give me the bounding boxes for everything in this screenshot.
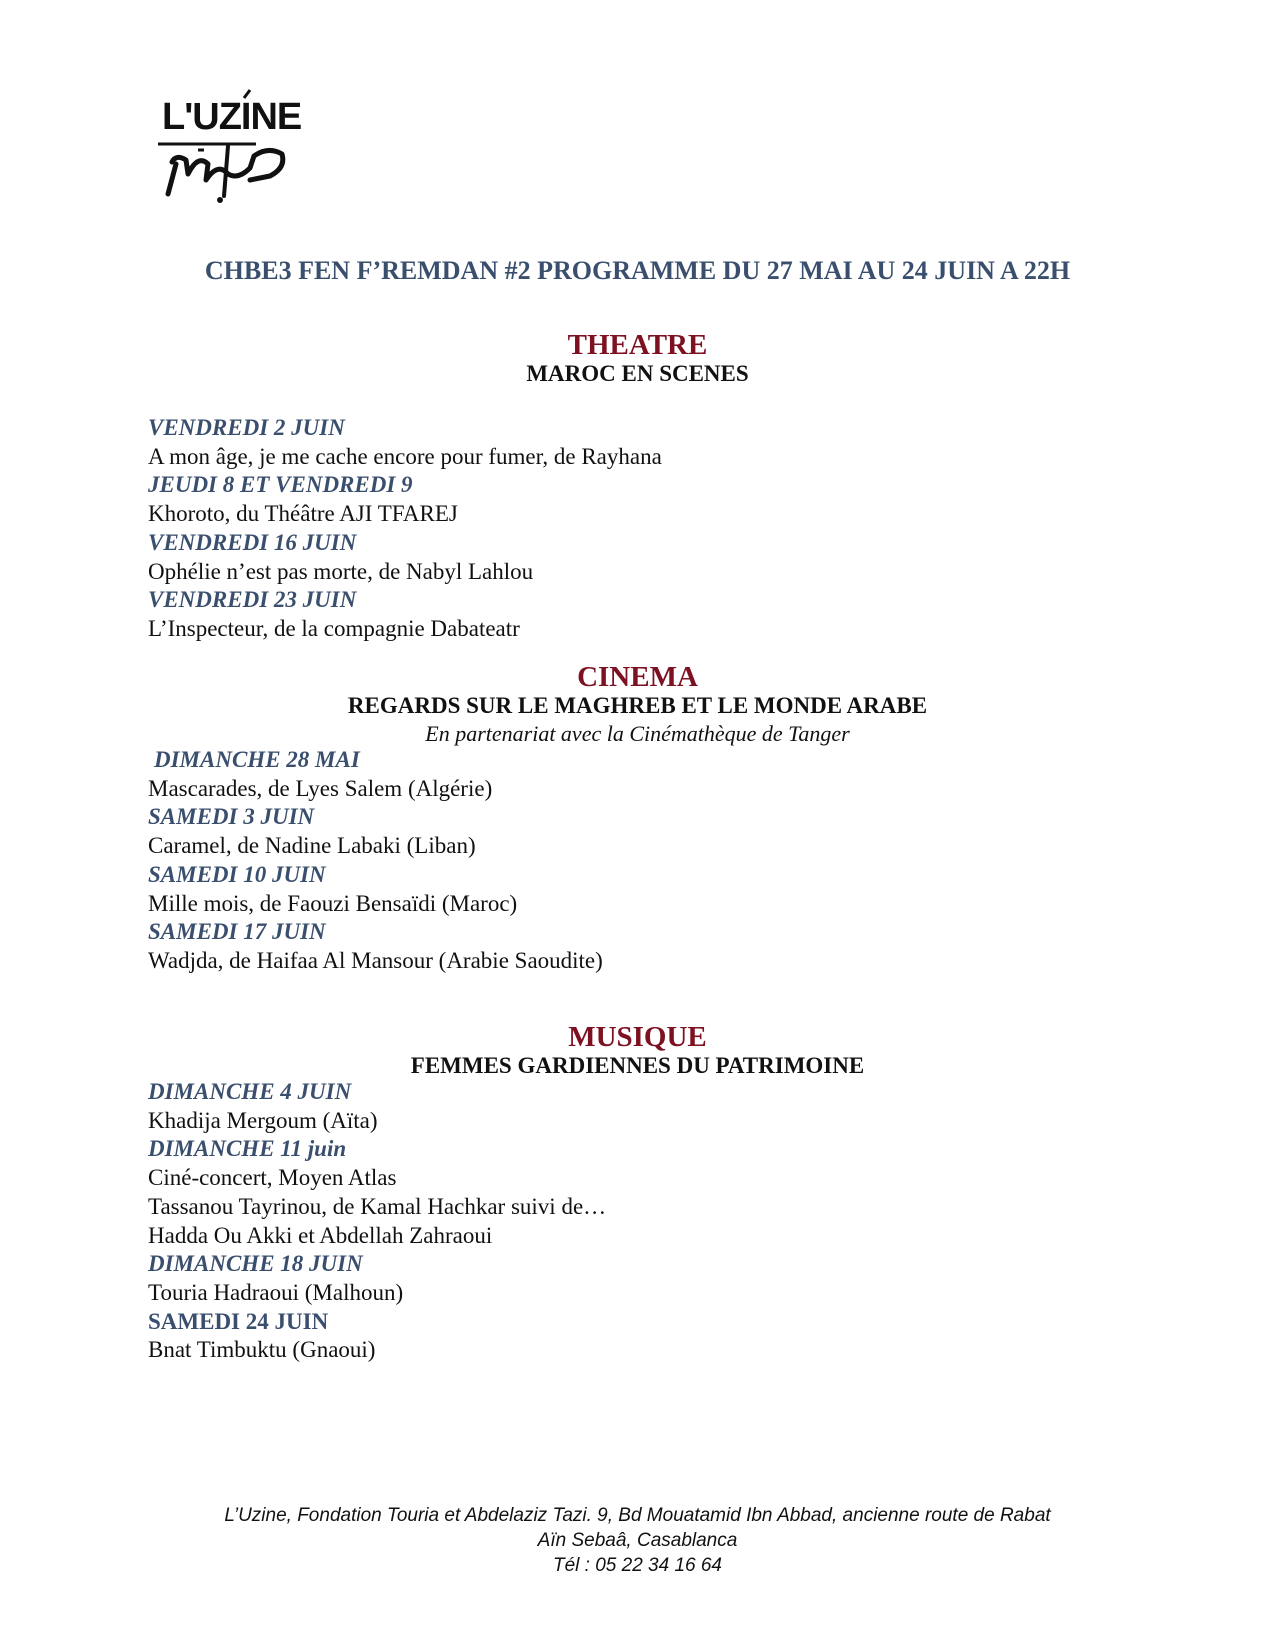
cinema-date-line: DIMANCHE 28 MAI [154, 747, 360, 772]
cinema-date-line: SAMEDI 17 JUIN [148, 919, 326, 945]
musique-program-item: Ciné-concert, Moyen Atlas [148, 1165, 397, 1191]
cinema-partnership-note: En partenariat avec la Cinémathèque de Tanger [425, 721, 850, 746]
theatre-subheading: MAROC EN SCENES [526, 361, 749, 386]
theatre-date-line: VENDREDI 16 JUIN [148, 529, 357, 555]
musique-program-item: Hadda Ou Akki et Abdellah Zahraoui [148, 1222, 493, 1248]
musique-program-item: Bnat Timbuktu (Gnaoui) [148, 1337, 376, 1363]
logo-calligraphy-icon [158, 84, 298, 214]
theatre-program-item: Ophélie n’est pas morte, de Nabyl Lahlou [148, 558, 534, 584]
luzine-logo [158, 84, 302, 214]
logo-wordmark: L'UZINE [162, 96, 302, 138]
page-title: CHBE3 FEN F’REMDAN #2 PROGRAMME DU 27 MAI AU 24 JUIN A 22H [204, 256, 1071, 285]
musique-date-line: DIMANCHE 11 juin [148, 1136, 347, 1162]
cinema-program-list [148, 746, 603, 976]
cinema-program-item: Caramel, de Nadine Labaki (Liban) [148, 833, 476, 859]
theatre-heading: THEATRE [567, 329, 708, 361]
theatre-program-item: L’Inspecteur, de la compagnie Dabateatr [148, 615, 520, 641]
cinema-heading: CINEMA [577, 661, 698, 693]
cinema-date-line: SAMEDI 3 JUIN [148, 804, 315, 830]
cinema-program-item: Mille mois, de Faouzi Bensaïdi (Maroc) [148, 890, 518, 916]
musique-date-line: DIMANCHE 4 JUIN [148, 1079, 352, 1104]
theatre-program-item: A mon âge, je me cache encore pour fumer, de Rayhana [148, 443, 662, 469]
musique-date-line: DIMANCHE 18 JUIN [148, 1251, 363, 1277]
musique-subheading: FEMMES GARDIENNES DU PATRIMOINE [410, 1053, 865, 1078]
theatre-program-list [148, 414, 662, 644]
musique-program-item: Khadija Mergoum (Aïta) [148, 1107, 378, 1133]
musique-program-item: Touria Hadraoui (Malhoun) [148, 1279, 404, 1305]
footer-line-1: L’Uzine, Fondation Touria et Abdelaziz Tazi. 9, Bd Mouatamid Ibn Abbad, ancienne route de Rabat [224, 1505, 1051, 1526]
theatre-program-item: Khoroto, du Théâtre AJI TFAREJ [148, 501, 458, 527]
musique-date-line: SAMEDI 24 JUIN [148, 1308, 329, 1334]
theatre-date-line: VENDREDI 2 JUIN [148, 415, 345, 440]
theatre-date-line: VENDREDI 23 JUIN [148, 587, 357, 613]
musique-program-item: Tassanou Tayrinou, de Kamal Hachkar suivi de… [148, 1193, 607, 1219]
cinema-date-line: SAMEDI 10 JUIN [148, 861, 326, 887]
footer-address [0, 1503, 1275, 1578]
theatre-date-line: JEUDI 8 ET VENDREDI 9 [148, 472, 413, 498]
footer-line-2: Aïn Sebaâ, Casablanca [537, 1530, 738, 1551]
cinema-subheading: REGARDS SUR LE MAGHREB ET LE MONDE ARABE [347, 693, 928, 718]
cinema-program-item: Mascarades, de Lyes Salem (Algérie) [148, 775, 493, 801]
footer-phone: Tél : 05 22 34 16 64 [552, 1555, 722, 1576]
musique-program-list [148, 1078, 606, 1365]
cinema-program-item: Wadjda, de Haifaa Al Mansour (Arabie Saoudite) [148, 947, 603, 973]
musique-heading: MUSIQUE [568, 1021, 707, 1053]
